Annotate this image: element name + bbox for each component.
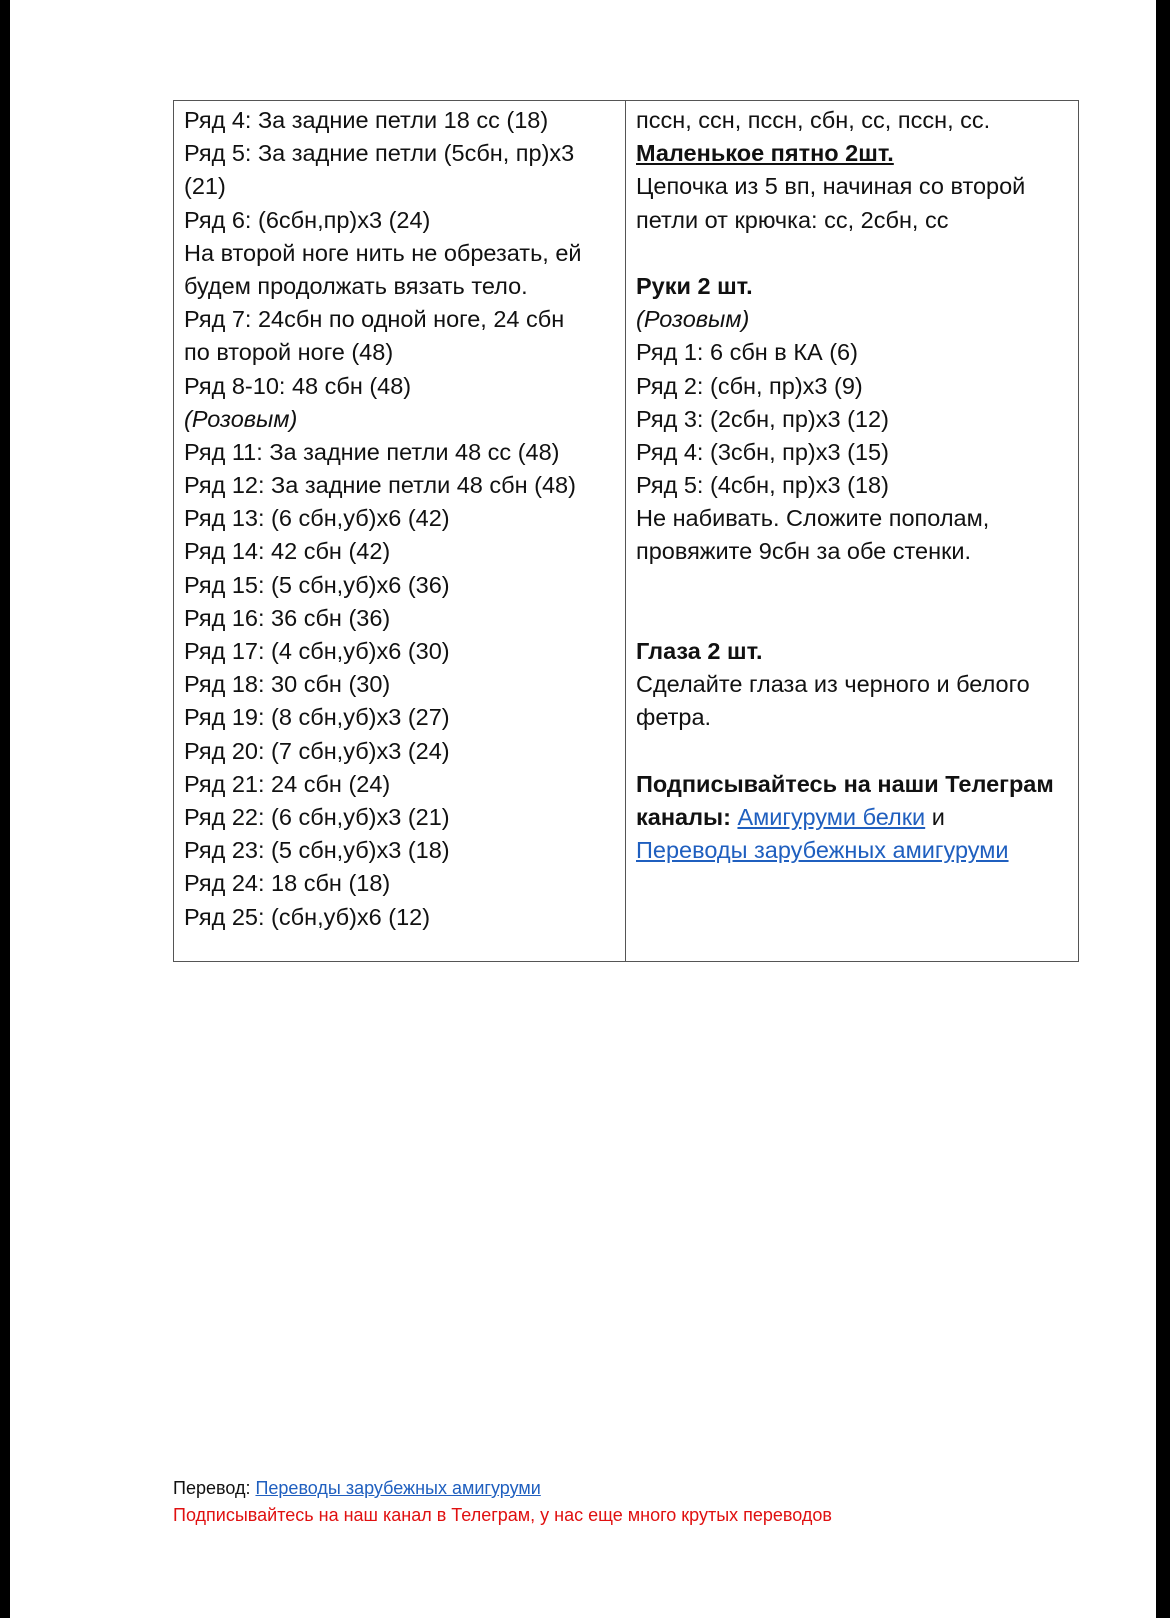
- spot-heading: Маленькое пятно 2шт.: [636, 140, 894, 167]
- left-line: Ряд 8-10: 48 сбн (48): [184, 372, 412, 399]
- left-line: Ряд 22: (6 сбн,уб)х3 (21): [184, 803, 450, 830]
- left-line: Ряд 19: (8 сбн,уб)х3 (27): [184, 704, 450, 731]
- left-line: Ряд 13: (6 сбн,уб)х6 (42): [184, 505, 450, 532]
- eyes-line: фетра.: [636, 704, 712, 731]
- left-line: по второй ноге (48): [184, 339, 394, 366]
- spacer: [636, 569, 1068, 602]
- left-line: Ряд 23: (5 сбн,уб)х3 (18): [184, 837, 450, 864]
- arms-line: Ряд 5: (4сбн, пр)х3 (18): [636, 472, 889, 499]
- left-line: Ряд 18: 30 сбн (30): [184, 671, 391, 698]
- arms-color-note: (Розовым): [636, 306, 750, 333]
- footer-translation-link[interactable]: Переводы зарубежных амигуруми: [255, 1478, 541, 1498]
- left-line: Ряд 12: За задние петли 48 сбн (48): [184, 472, 576, 499]
- document-page: [10, 0, 1156, 1618]
- left-column: [174, 101, 626, 961]
- translations-link-line: [636, 834, 1068, 867]
- arms-line: Ряд 3: (2сбн, пр)х3 (12): [636, 405, 889, 432]
- continued-line: пссн, ссн, пссн, сбн, сс, пссн, сс.: [636, 107, 991, 133]
- eyes-line: Сделайте глаза из черного и белого: [636, 671, 1030, 698]
- subscribe-line: Подписывайтесь на наши Телеграм: [636, 770, 1054, 797]
- spot-line: Цепочка из 5 вп, начиная со второй: [636, 173, 1026, 200]
- footer: [173, 1475, 832, 1529]
- translation-label: Перевод:: [173, 1478, 251, 1498]
- left-line: Ряд 7: 24сбн по одной ноге, 24 сбн: [184, 306, 565, 333]
- left-line: На второй ноге нить не обрезать, ей: [184, 239, 582, 266]
- arms-line: провяжите 9сбн за обе стенки.: [636, 538, 972, 565]
- pattern-table: [173, 100, 1079, 962]
- left-line: Ряд 20: (7 сбн,уб)х3 (24): [184, 737, 450, 764]
- left-line: Ряд 4: За задние петли 18 сс (18): [184, 107, 549, 133]
- subscribe-prefix: каналы:: [636, 803, 731, 830]
- left-line: Ряд 5: За задние петли (5сбн, пр)х3: [184, 140, 575, 167]
- left-line: Ряд 16: 36 сбн (36): [184, 604, 391, 631]
- eyes-heading: Глаза 2 шт.: [636, 638, 763, 664]
- arms-heading: Руки 2 шт.: [636, 272, 753, 299]
- subscribe-and: и: [931, 803, 945, 830]
- left-line: Ряд 11: За задние петли 48 сс (48): [184, 438, 560, 465]
- color-note: (Розовым): [184, 405, 298, 432]
- left-line: Ряд 14: 42 сбн (42): [184, 538, 391, 565]
- subscribe-channels-line: [636, 801, 1068, 834]
- spacer: [636, 602, 1068, 635]
- squirrels-channel-link[interactable]: Амигуруми белки: [737, 803, 926, 830]
- arms-line: Ряд 4: (3сбн, пр)х3 (15): [636, 438, 889, 465]
- left-line: Ряд 6: (6сбн,пр)х3 (24): [184, 206, 431, 233]
- arms-line: Ряд 2: (сбн, пр)х3 (9): [636, 372, 863, 399]
- left-line: Ряд 15: (5 сбн,уб)х6 (36): [184, 571, 450, 598]
- left-line: Ряд 17: (4 сбн,уб)х6 (30): [184, 638, 450, 664]
- left-line: будем продолжать вязать тело.: [184, 272, 528, 299]
- spot-line: петли от крючка: сс, 2сбн, сс: [636, 206, 949, 233]
- arms-line: Не набивать. Сложите пополам,: [636, 505, 990, 532]
- spacer: [636, 237, 1068, 270]
- left-line: (21): [184, 173, 226, 200]
- left-line: Ряд 24: 18 сбн (18): [184, 870, 391, 897]
- footer-subscribe-note: Подписывайтесь на наш канал в Телеграм, у нас еще много крутых переводов: [173, 1505, 832, 1525]
- arms-line: Ряд 1: 6 сбн в КА (6): [636, 339, 858, 366]
- translations-channel-link[interactable]: Переводы зарубежных амигуруми: [636, 837, 1009, 864]
- right-column: [626, 101, 1078, 961]
- left-line: Ряд 21: 24 сбн (24): [184, 770, 391, 797]
- spacer: [636, 735, 1068, 768]
- left-line: Ряд 25: (сбн,уб)х6 (12): [184, 903, 431, 930]
